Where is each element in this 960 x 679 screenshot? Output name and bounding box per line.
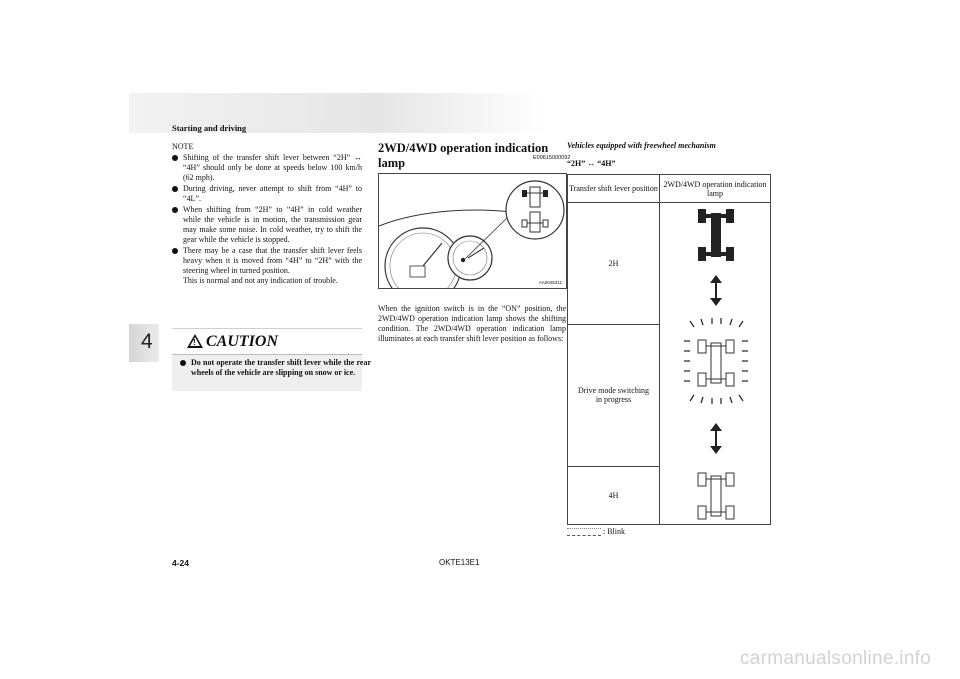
blink-legend — [567, 527, 625, 536]
lamp-sequence-illustration — [660, 203, 770, 522]
section-code: E00615000092 — [533, 155, 571, 161]
blink-legend-text: : Blink — [603, 527, 626, 536]
note-bullet — [172, 205, 362, 245]
note-bullet — [172, 153, 362, 183]
bullet-icon — [180, 360, 186, 366]
table-cell-position: Drive mode switching in progress — [568, 324, 660, 466]
note-bullet-text: Shifting of the transfer shift lever between “2H” ↔ “4H” should only be done at speeds below 100 km/h (62 mph). — [183, 153, 362, 182]
caution-text: Do not operate the transfer shift lever while the rear wheels of the vehicle are slipping on snow or ice. — [180, 358, 371, 378]
chapter-number: 4 — [141, 330, 153, 353]
bullet-icon — [172, 186, 178, 192]
section-block — [378, 141, 571, 343]
table-section — [567, 141, 771, 536]
table-subtitle: Vehicles equipped with freewheel mechanism — [567, 141, 716, 150]
instrument-cluster-illustration — [379, 174, 566, 288]
note-bullet-text: When shifting from “2H” to “4H” in cold weather while the vehicle is in motion, the transmission gear may make some noise. In cold weather, try to shift the gear while the vehicle is stopped. — [183, 205, 362, 244]
caution-box — [172, 328, 371, 391]
watermark: carmanualsonline.info — [740, 648, 932, 669]
note-bullet-text: There may be a case that the transfer shift lever feels heavy when it is moved from “4H” to “2H” with the steering wheel in turned position. This is normal and not any indication of trouble. — [183, 246, 362, 285]
instrument-cluster-figure — [378, 173, 567, 289]
bullet-icon — [172, 155, 178, 161]
table-cell-position: 4H — [568, 466, 660, 524]
column-header: 2WD/4WD operation indication lamp — [660, 175, 771, 203]
table-heading: “2H” ↔ “4H” — [567, 159, 616, 168]
running-head: Starting and driving — [172, 123, 247, 133]
page-number: 4-24 — [172, 558, 190, 568]
table-cell-position: 2H — [568, 203, 660, 325]
document-code: OKTE13E1 — [439, 558, 480, 567]
section-body: When the ignition switch is in the “ON” position, the 2WD/4WD operation indication lamp shows the shifting condition. The 2WD/4WD operation indication lamp illuminates at each transfer shift lever position as follows: — [378, 304, 566, 343]
bullet-icon — [172, 207, 178, 213]
note-bullet — [172, 246, 362, 286]
caution-header — [172, 329, 362, 355]
note-bullet-text: During driving, never attempt to shift from “4H” to “4L”. — [183, 184, 362, 203]
note-block — [172, 142, 362, 287]
bullet-icon — [172, 248, 178, 254]
section-title: 2WD/4WD operation indication lamp — [378, 141, 549, 170]
note-bullet — [172, 184, 362, 204]
note-title: NOTE — [172, 142, 194, 151]
caution-label: CAUTION — [206, 333, 279, 350]
exclamation-icon: ! — [193, 338, 196, 347]
blink-swatch-icon — [567, 528, 601, 536]
indication-table — [567, 174, 771, 525]
column-header: Transfer shift lever position — [568, 175, 660, 203]
figure-code: AA0045311 — [538, 280, 562, 285]
lamp-illustration-cell — [660, 203, 771, 525]
